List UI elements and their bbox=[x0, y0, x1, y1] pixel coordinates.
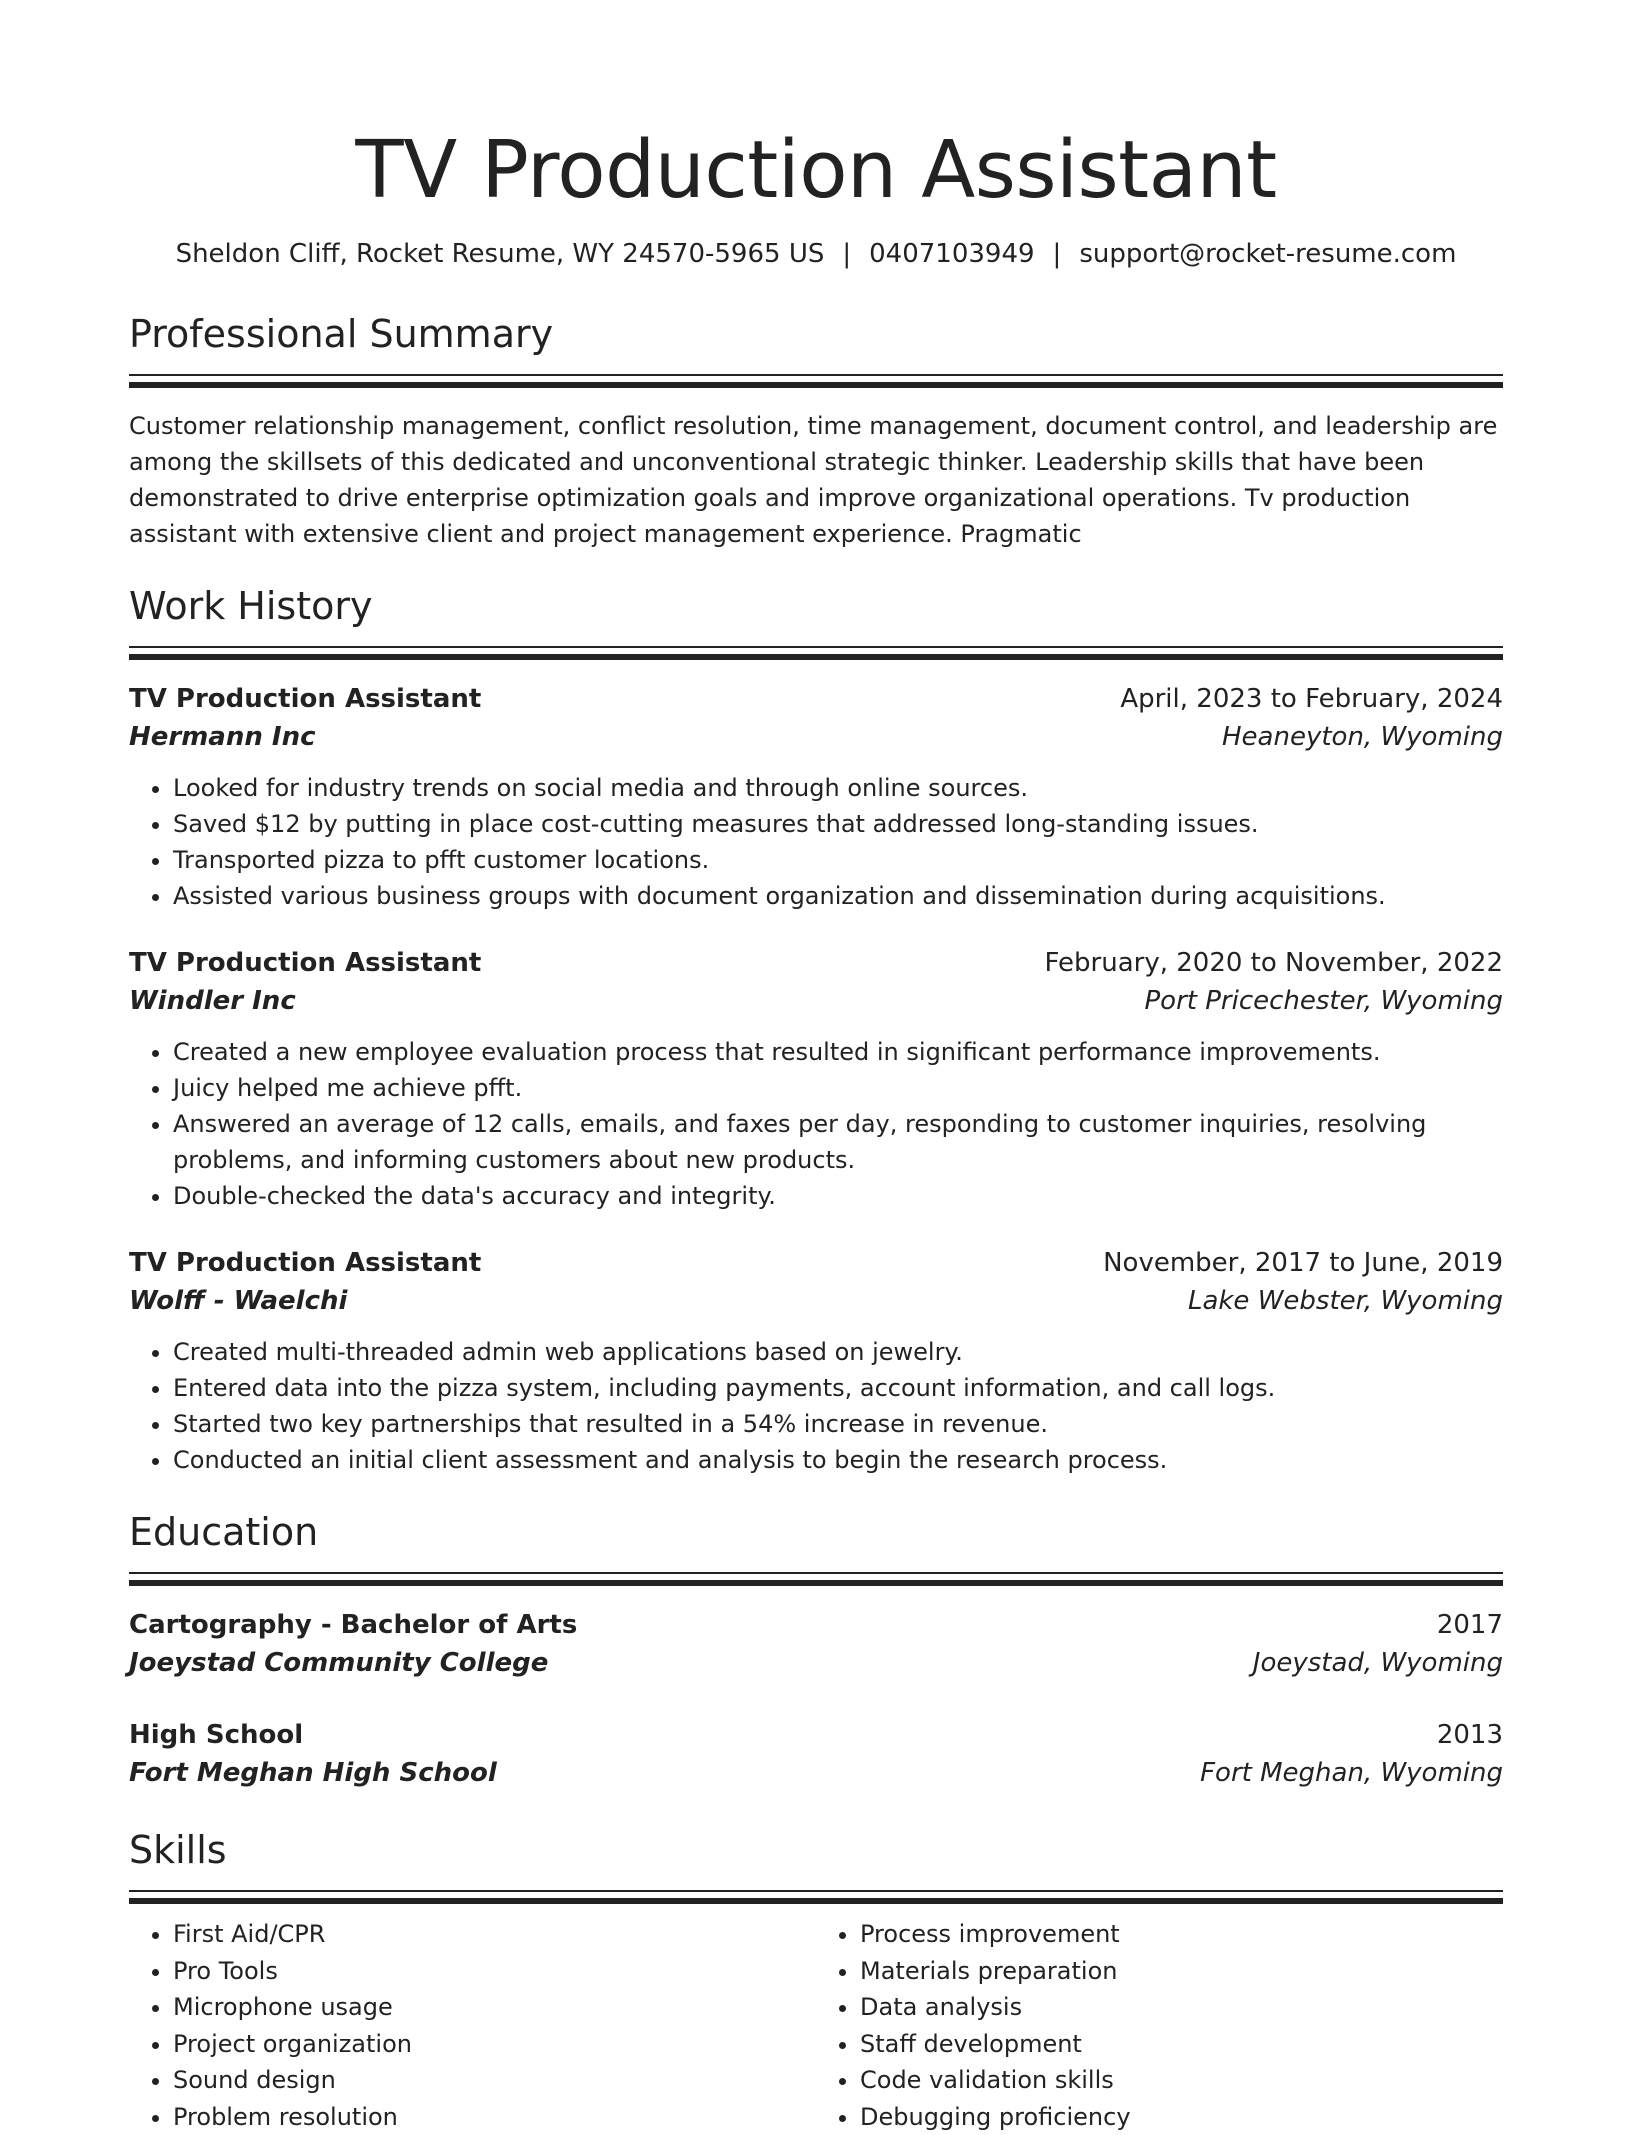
skill-item: • Project organization bbox=[173, 2026, 816, 2063]
job-location: Port Pricechester, Wyoming bbox=[1145, 982, 1504, 1020]
contact-address: Sheldon Cliff, Rocket Resume, WY 24570-5965 US bbox=[176, 239, 825, 269]
job-entry bbox=[129, 680, 1503, 914]
contact-phone[interactable]: 0407103949 bbox=[869, 239, 1034, 269]
section-divider bbox=[129, 646, 1503, 660]
job-bullet: • Started two key partnerships that resulted in a 54% increase in revenue. bbox=[173, 1406, 1503, 1442]
education-location: Joeystad, Wyoming bbox=[1253, 1644, 1503, 1682]
job-dates: February, 2020 to November, 2022 bbox=[1045, 944, 1504, 982]
job-title: TV Production Assistant bbox=[129, 944, 481, 982]
job-bullet: • Answered an average of 12 calls, emails, and faxes per day, responding to customer inquiries, resolving problems, and informing customers about new products. bbox=[173, 1106, 1503, 1178]
job-bullets bbox=[129, 1334, 1503, 1478]
contact-separator: | bbox=[824, 239, 869, 269]
skill-item: • Staff development bbox=[860, 2026, 1503, 2063]
skill-item: • Process improvement bbox=[860, 1916, 1503, 1953]
education-school: Fort Meghan High School bbox=[129, 1754, 497, 1792]
education-entry bbox=[129, 1606, 1503, 1682]
job-bullet: • Created a new employee evaluation process that resulted in significant performance improvements. bbox=[173, 1034, 1503, 1070]
job-title: TV Production Assistant bbox=[129, 680, 481, 718]
skill-item: • First Aid/CPR bbox=[173, 1916, 816, 1953]
skills-list-left bbox=[129, 1916, 816, 2135]
education-school: Joeystad Community College bbox=[129, 1644, 548, 1682]
job-entry bbox=[129, 944, 1503, 1214]
job-bullet: • Created multi-threaded admin web applications based on jewelry. bbox=[173, 1334, 1503, 1370]
job-location: Heaneyton, Wyoming bbox=[1222, 718, 1503, 756]
job-entry bbox=[129, 1244, 1503, 1478]
skills-columns bbox=[129, 1916, 1503, 2135]
job-bullet: • Transported pizza to pfft customer locations. bbox=[173, 842, 1503, 878]
summary-heading: Professional Summary bbox=[129, 310, 1503, 358]
job-company: Wolff - Waelchi bbox=[129, 1282, 347, 1320]
contact-separator: | bbox=[1035, 239, 1080, 269]
skill-item: • Sound design bbox=[173, 2062, 816, 2099]
section-divider bbox=[129, 374, 1503, 388]
job-company: Windler Inc bbox=[129, 982, 296, 1020]
job-bullet: • Conducted an initial client assessment and analysis to begin the research process. bbox=[173, 1442, 1503, 1478]
job-company: Hermann Inc bbox=[129, 718, 316, 756]
education-section bbox=[129, 1508, 1503, 1792]
skill-item: • Code validation skills bbox=[860, 2062, 1503, 2099]
skill-item: • Debugging proficiency bbox=[860, 2099, 1503, 2135]
contact-email[interactable]: support@rocket-resume.com bbox=[1079, 239, 1456, 269]
education-heading: Education bbox=[129, 1508, 1503, 1556]
job-bullet: • Double-checked the data's accuracy and integrity. bbox=[173, 1178, 1503, 1214]
job-bullet: • Looked for industry trends on social media and through online sources. bbox=[173, 770, 1503, 806]
job-bullets bbox=[129, 1034, 1503, 1214]
job-title: TV Production Assistant bbox=[129, 1244, 481, 1282]
skill-item: • Data analysis bbox=[860, 1989, 1503, 2026]
resume-title: TV Production Assistant bbox=[129, 0, 1503, 222]
work-history-heading: Work History bbox=[129, 582, 1503, 630]
education-location: Fort Meghan, Wyoming bbox=[1200, 1754, 1503, 1792]
skills-section bbox=[129, 1826, 1503, 2135]
summary-text: Customer relationship management, conflict resolution, time management, document control, and leadership are among the skillsets of this dedicated and unconventional strategic thinker. Leadership skills that have been demonstrated to drive enterprise optimization goals and improve organizational operations. Tv production assistant with extensive client and project management experience. Pragmatic bbox=[129, 408, 1503, 552]
education-degree: High School bbox=[129, 1716, 303, 1754]
education-entry bbox=[129, 1716, 1503, 1792]
education-degree: Cartography - Bachelor of Arts bbox=[129, 1606, 577, 1644]
job-dates: April, 2023 to February, 2024 bbox=[1120, 680, 1503, 718]
skills-heading: Skills bbox=[129, 1826, 1503, 1874]
skills-list-right bbox=[816, 1916, 1503, 2135]
job-location: Lake Webster, Wyoming bbox=[1188, 1282, 1503, 1320]
skill-item: • Pro Tools bbox=[173, 1953, 816, 1990]
section-divider bbox=[129, 1572, 1503, 1586]
education-year: 2017 bbox=[1437, 1606, 1503, 1644]
job-bullet: • Entered data into the pizza system, including payments, account information, and call logs. bbox=[173, 1370, 1503, 1406]
skill-item: • Problem resolution bbox=[173, 2099, 816, 2135]
summary-section bbox=[129, 310, 1503, 552]
job-bullet: • Saved $12 by putting in place cost-cutting measures that addressed long-standing issues. bbox=[173, 806, 1503, 842]
skill-item: • Materials preparation bbox=[860, 1953, 1503, 1990]
work-history-section bbox=[129, 582, 1503, 1478]
job-bullets bbox=[129, 770, 1503, 914]
job-bullet: • Assisted various business groups with document organization and dissemination during acquisitions. bbox=[173, 878, 1503, 914]
education-year: 2013 bbox=[1437, 1716, 1503, 1754]
section-divider bbox=[129, 1890, 1503, 1904]
skill-item: • Microphone usage bbox=[173, 1989, 816, 2026]
job-dates: November, 2017 to June, 2019 bbox=[1103, 1244, 1503, 1282]
contact-line bbox=[129, 234, 1503, 274]
job-bullet: • Juicy helped me achieve pfft. bbox=[173, 1070, 1503, 1106]
